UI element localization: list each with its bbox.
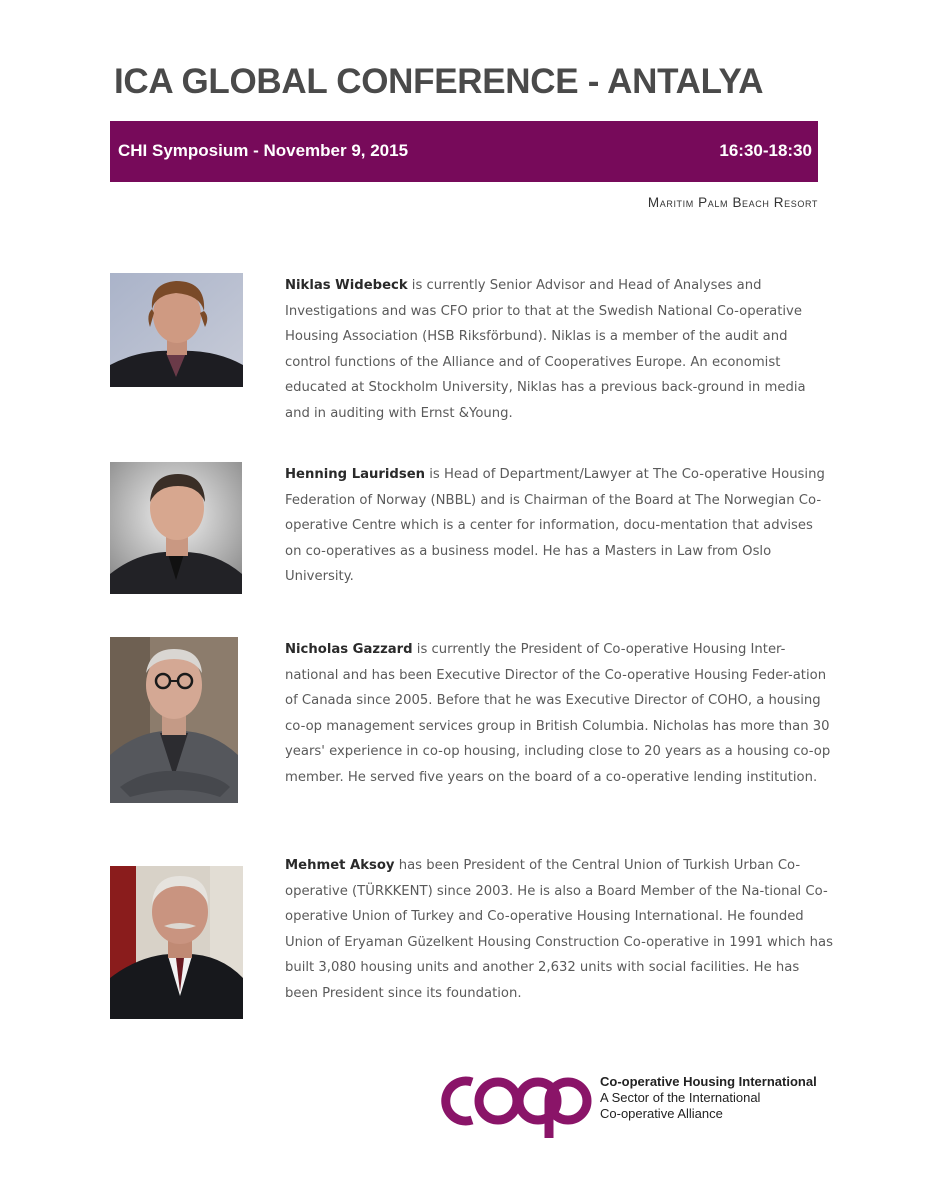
speaker-name: Henning Lauridsen [285,467,426,482]
speaker-photo [110,462,242,594]
footer-line-1: A Sector of the International [600,1090,761,1105]
footer-org-name: Co-operative Housing International [600,1074,817,1089]
footer-text [600,1074,817,1122]
event-name: CHI Symposium - November 9, 2015 [118,141,409,160]
speaker-bio-text: is currently the President of Co-operative Housing Inter-national and has been Executive Director of the Co-operative Housing Feder-ation of Canada since 2005. Before that he was Executive Director of COHO, a housing co-op management services group in British Columbia. Nicholas has more than 30 years' experience in co-op housing, including close to 20 years as a housing co-op member. He served five years on the board of a co-operative lending institution. [285,642,831,785]
event-time: 16:30-18:30 [719,141,812,160]
footer-line-2: Co-operative Alliance [600,1106,723,1121]
speaker-photo [110,866,243,1019]
speaker-photo [110,637,238,803]
speaker-bio [285,637,833,790]
footer [434,1070,834,1150]
speaker-bio-text: is Head of Department/Lawyer at The Co-operative Housing Federation of Norway (NBBL) and is Chairman of the Board at The Norwegian Co-operative Centre which is a center for information, docu-mentation that advises on co-operatives as a business model. He has a Masters in Law from Oslo University. [285,467,825,584]
coop-logo-icon [434,1070,592,1142]
speaker-bio-text: has been President of the Central Union of Turkish Urban Co-operative (TÜRKKENT) since 2003. He is also a Board Member of the Na-tional Co-operative Union of Turkey and Co-operative Housing International. He founded Union of Eryaman Güzelkent Housing Construction Co-operative in 1991 which has built 3,080 housing units and another 2,632 units with social facilities. He has been President since its foundation. [285,858,833,1001]
venue-label: Maritim Palm Beach Resort [647,195,818,210]
speaker-photo [110,273,243,387]
page-title: ICA GLOBAL CONFERENCE - ANTALYA [114,62,764,101]
speaker-name: Nicholas Gazzard [285,642,413,657]
speaker-bio [285,462,833,590]
speaker-bio [285,853,833,1006]
speaker-name: Mehmet Aksoy [285,858,395,873]
speaker-bio-text: is currently Senior Advisor and Head of Analyses and Investigations and was CFO prior to that at the Swedish National Co-operative Housing Association (HSB Riksförbund). Niklas is a member of the audit and control functions of the Alliance and of Cooperatives Europe. An economist educated at Stockholm University, Niklas has a previous back-ground in media and in auditing with Ernst &Young. [285,278,806,421]
speaker-name: Niklas Widebeck [285,278,408,293]
speaker-bio [285,273,833,426]
event-banner [110,121,818,182]
